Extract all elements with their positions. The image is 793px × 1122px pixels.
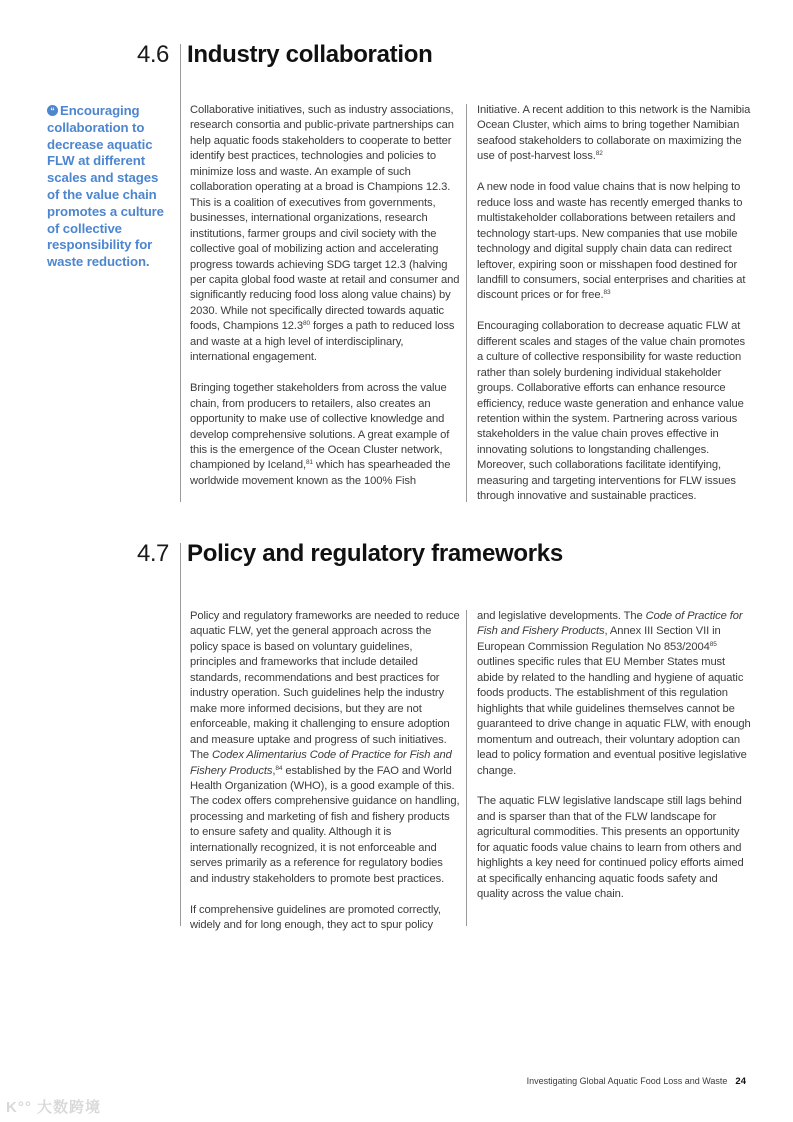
paragraph xyxy=(190,903,460,934)
paragraph xyxy=(477,103,751,165)
paragraph xyxy=(477,319,751,504)
text-run: , xyxy=(272,764,276,777)
body-column-left xyxy=(190,609,460,934)
text-run: Bringing together stakeholders from across the value chain, from producers to retailers, also creates an opportunity to make use of collective knowledge and develop comprehensive solutions. A great example of this is the emergence of the Ocean Cluster network, championed by Iceland, xyxy=(190,382,450,472)
footnote-ref: 84 xyxy=(275,764,283,772)
text-run: outlines specific rules that EU Member States must abide by related to the handling and hygiene of aquatic foods products. The establishment of this regulation highlights that while guidelines themselves cannot be guaranteed to drive change in aquatic FLW, with enough momentum and outreach, their voluntary adoption can lead to policy formation and eventual positive legislative change. xyxy=(477,656,751,777)
section-title: Industry collaboration xyxy=(187,41,433,68)
italic-title: Codex Alimentarius Code of Practice for Fish and Fishery Products xyxy=(190,749,452,777)
footnote-ref: 81 xyxy=(305,459,313,467)
body-column-right xyxy=(477,103,751,505)
page-footer xyxy=(480,1076,746,1087)
paragraph xyxy=(190,609,460,887)
text-run: , Annex III Section VII in European Commission Regulation No 853/2004 xyxy=(477,625,721,653)
footnote-ref: 82 xyxy=(595,150,603,158)
text-run: forges a path to reduced loss and waste at a high level of interdisciplinary, international engagement. xyxy=(190,320,455,364)
body-column-right xyxy=(477,609,751,903)
footer-report-title: Investigating Global Aquatic Food Loss and Waste xyxy=(526,1076,728,1086)
section-header-4-7 xyxy=(0,537,793,577)
section-divider-line xyxy=(180,44,181,502)
paragraph xyxy=(477,609,751,779)
text-run: Initiative. A recent addition to this network is the Namibia Ocean Cluster, which aims to bring together Namibian seafood stakeholders to collaborate on maximizing the use of post-harvest loss. xyxy=(477,104,751,163)
quote-icon: “ xyxy=(47,105,58,116)
footnote-ref: 83 xyxy=(603,289,611,297)
column-divider-line xyxy=(466,104,467,502)
footnote-ref: 80 xyxy=(302,320,310,328)
paragraph xyxy=(190,103,460,366)
section-title: Policy and regulatory frameworks xyxy=(187,540,563,567)
paragraph xyxy=(477,180,751,304)
column-divider-line xyxy=(466,610,467,926)
text-run: Collaborative initiatives, such as industry associations, research consortia and public-private partnerships can help aquatic foods stakeholders to cooperate to better identify best practices, technologies and policies to minimize loss and waste. An example of such collaboration operating at a broad is Champions 12.3. This is a coalition of executives from governments, businesses, international organizations, research institutions, farmer groups and civil society with the collective goal of mobilizing action and accelerating progress towards achieving SDG target 12.3 (halving per capita global food waste at retail and consumer and significantly reducing food loss along value chains) by 2030. While not specifically directed towards aquatic foods, Champions 12.3 xyxy=(190,104,460,333)
paragraph xyxy=(477,794,751,902)
text-run: Encouraging collaboration to decrease aquatic FLW at different scales and stages of the value chain promotes a culture of collective responsibility for waste reduction rather than solely burdening individual stakeholder groups. Collaborative efforts can enhance resource efficiency, reduce waste generation and enhance value retention within the system. Partnering across various stakeholders in the value chain proves effective in innovating solutions to longstanding challenges. Moreover, such collaborations facilitate identifying, measuring and targeting interventions for FLW issues through innovative and sustainable practices. xyxy=(477,320,745,503)
text-run: If comprehensive guidelines are promoted correctly, widely and for long enough, they act to spur policy xyxy=(190,903,441,932)
paragraph xyxy=(190,381,460,489)
text-run: A new node in food value chains that is now helping to reduce loss and waste has recently emerged thanks to multistakeholder collaborations between retailers and technology start-ups. New companies that use mobile technology and digital supply chain data can redirect leftover, expiring soon or misshapen food destined for landfill to consumers, social enterprises and charities at discount prices or for free. xyxy=(477,181,746,302)
watermark-logo: K°° 大数跨境 xyxy=(6,1099,101,1116)
text-run: established by the FAO and World Health Organization (WHO), is a good example of this. The codex offers comprehensive guidance on handling, processing and marketing of fish and fishery products to ensure safety and quality. Although it is internationally recognized, it is not enforceable and serves primarily as a reference for regulatory bodies and industry stakeholders to promote best practices. xyxy=(190,764,460,885)
text-run: which has spearheaded the worldwide movement known as the 100% Fish xyxy=(190,459,451,487)
italic-title: Code of Practice for Fish and Fishery Products xyxy=(477,610,743,638)
text-run: Policy and regulatory frameworks are needed to reduce aquatic FLW, yet the general approach across the policy space is based on voluntary guidelines, principles and frameworks that include detailed standards, recommendations and best practices for industry operation. Such guidelines help the industry make more informed decisions, but they are not enforceable, making it challenging to ensure adoption and measure uptake and progress of such initiatives. The xyxy=(190,610,460,762)
text-run: The aquatic FLW legislative landscape still lags behind and is sparser than that of the FLW landscape for agricultural commodities. This presents an opportunity for aquatic foods value chains to learn from others and highlights a key need for continued policy efforts aimed at specifically enhancing aquatic foods safety and quality across the value chain. xyxy=(477,795,744,901)
section-header-4-6 xyxy=(0,38,793,78)
pull-quote-text: Encouraging collaboration to decrease aquatic FLW at different scales and stages of the value chain promotes a culture of collective responsibility for waste reduction. xyxy=(47,103,164,270)
pull-quote xyxy=(47,103,171,271)
text-run: and legislative developments. The xyxy=(477,610,646,622)
body-column-left xyxy=(190,103,460,489)
page-number: 24 xyxy=(735,1076,746,1087)
section-divider-line xyxy=(180,543,181,926)
footnote-ref: 85 xyxy=(709,640,717,648)
section-number: 4.6 xyxy=(137,41,169,68)
section-number: 4.7 xyxy=(137,540,169,567)
